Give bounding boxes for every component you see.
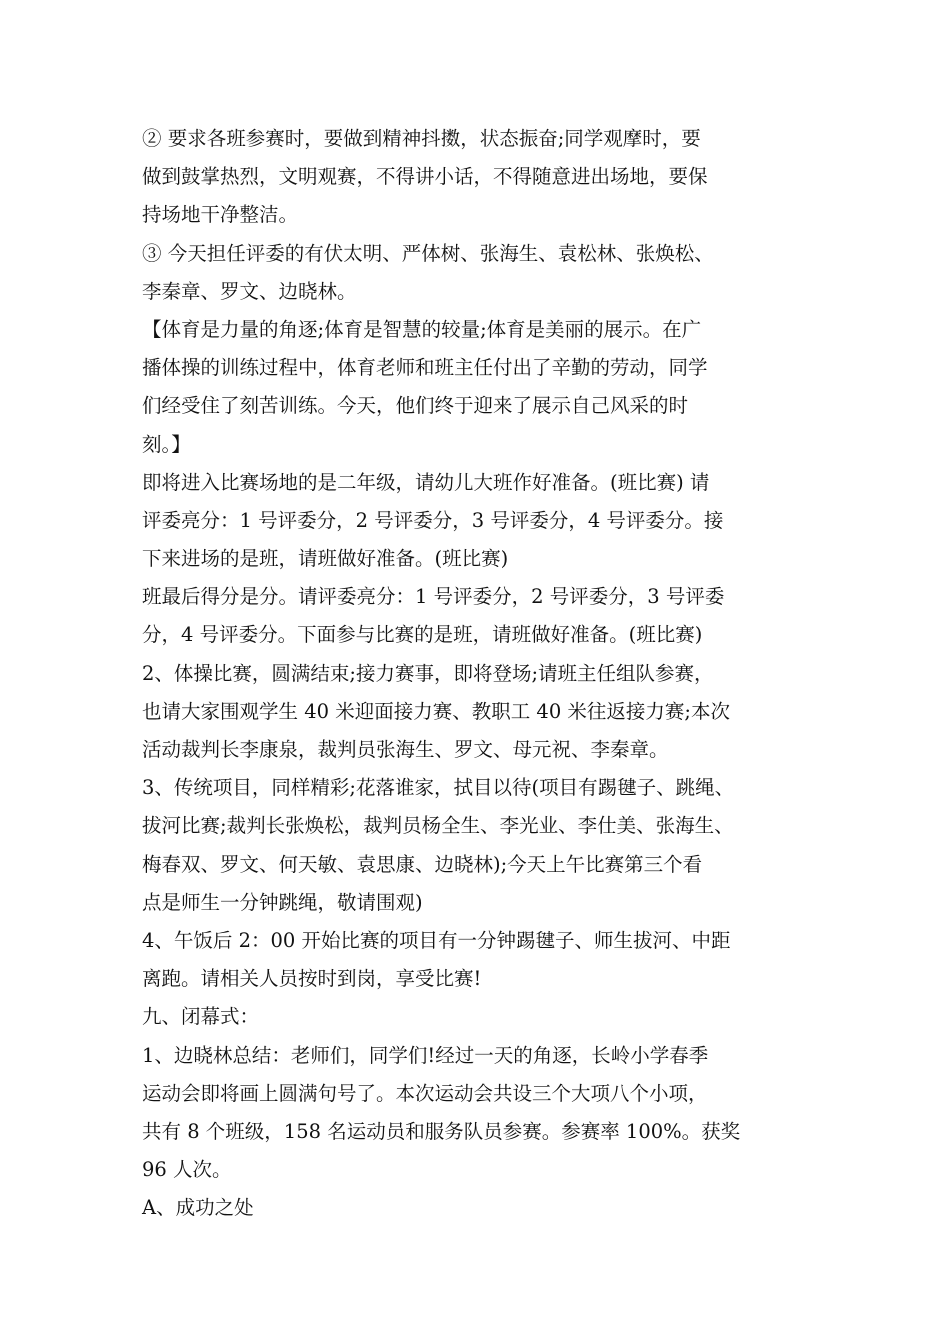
text-line: 【体育是力量的角逐;体育是智慧的较量;体育是美丽的展示。在广 bbox=[142, 317, 702, 341]
section-heading: 九、闭幕式： bbox=[142, 1005, 260, 1029]
text-line: 3、传统项目，同样精彩;花落谁家，拭目以待(项目有踢毽子、跳绳、 bbox=[142, 776, 735, 800]
text-line: 活动裁判长李康泉，裁判员张海生、罗文、母元祝、李秦章。 bbox=[142, 738, 669, 761]
text-line: 持场地干净整洁。 bbox=[142, 203, 299, 227]
text-line: 离跑。请相关人员按时到岗，享受比赛! bbox=[142, 967, 482, 991]
text-line: 即将进入比赛场地的是二年级，请幼儿大班作好准备。(班比赛) 请 bbox=[142, 470, 710, 494]
text-line: 96 人次。 bbox=[142, 1158, 232, 1182]
text-line: 分，4 号评委分。下面参与比赛的是班，请班做好准备。(班比赛) bbox=[142, 623, 703, 647]
text-line: 共有 8 个班级，158 名运动员和服务队员参赛。参赛率 100%。获奖 bbox=[142, 1119, 741, 1143]
text-line: ③ 今天担任评委的有伏太明、严体树、张海生、袁松林、张焕松、 bbox=[142, 241, 714, 265]
text-line: 拔河比赛;裁判长张焕松，裁判员杨全生、李光业、李仕美、张海生、 bbox=[142, 814, 734, 838]
document-body bbox=[142, 120, 822, 1227]
text-line: 点是师生一分钟跳绳，敬请围观) bbox=[142, 890, 423, 914]
text-line: 2、体操比赛，圆满结束;接力赛事，即将登场;请班主任组队参赛， bbox=[142, 661, 714, 685]
text-line: 班最后得分是分。请评委亮分：1 号评委分，2 号评委分，3 号评委 bbox=[142, 585, 725, 609]
text-line: 4、午饭后 2：00 开始比赛的项目有一分钟踢毽子、师生拔河、中距 bbox=[142, 928, 731, 952]
subsection-heading: A、成功之处 bbox=[142, 1196, 254, 1220]
text-line: 也请大家围观学生 40 米迎面接力赛、教职工 40 米往返接力赛;本次 bbox=[142, 699, 730, 723]
text-line: 播体操的训练过程中，体育老师和班主任付出了辛勤的劳动，同学 bbox=[142, 356, 708, 380]
text-line: ② 要求各班参赛时，要做到精神抖擞，状态振奋;同学观摩时，要 bbox=[142, 127, 701, 150]
text-line: 运动会即将画上圆满句号了。本次运动会共设三个大项八个小项， bbox=[142, 1081, 708, 1105]
text-line: 1、边晓林总结：老师们，同学们!经过一天的角逐，长岭小学春季 bbox=[142, 1043, 709, 1067]
text-line: 下来进场的是班，请班做好准备。(班比赛) bbox=[142, 547, 509, 571]
text-line: 评委亮分：1 号评委分，2 号评委分，3 号评委分，4 号评委分。接 bbox=[142, 508, 724, 532]
text-line: 梅春双、罗文、何天敏、袁思康、边晓林);今天上午比赛第三个看 bbox=[142, 852, 703, 876]
text-line: 李秦章、罗文、边晓林。 bbox=[142, 279, 357, 303]
text-line: 做到鼓掌热烈，文明观赛，不得讲小话，不得随意进出场地，要保 bbox=[142, 165, 708, 189]
text-line: 刻。】 bbox=[142, 432, 191, 456]
text-line: 们经受住了刻苦训练。今天，他们终于迎来了展示自己风采的时 bbox=[142, 394, 689, 418]
